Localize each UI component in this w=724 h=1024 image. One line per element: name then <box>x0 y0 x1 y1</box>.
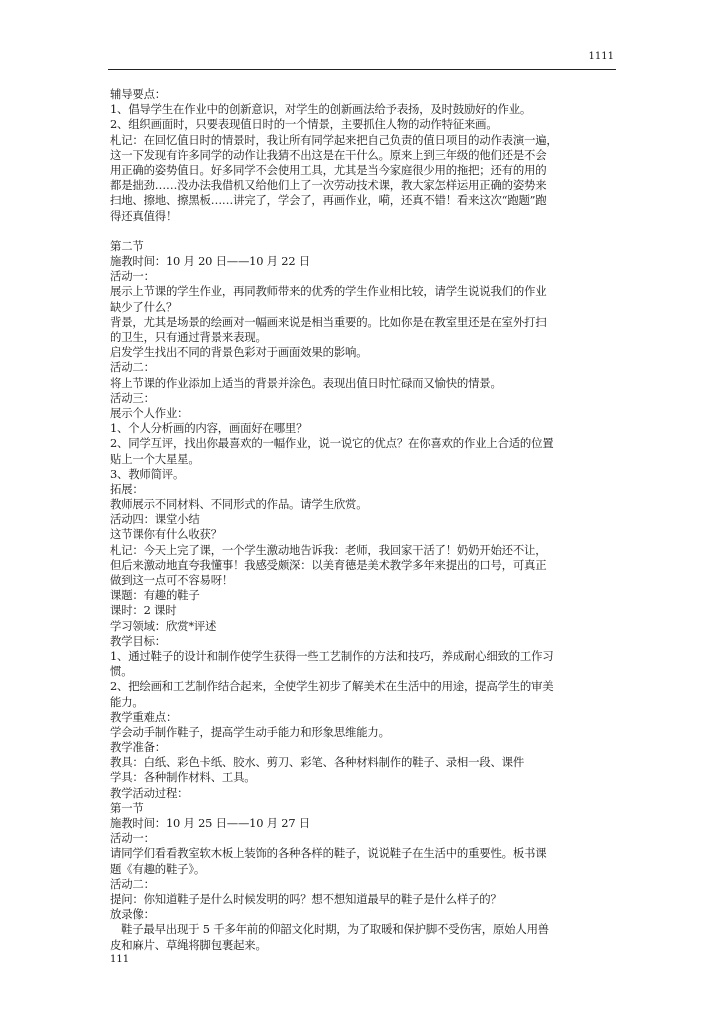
text-line: 展示上节课的学生作业，再同教师带来的优秀的学生作业相比较，请学生说说我们的作业 <box>110 284 547 299</box>
text-line: 都是拙劲……没办法我借机又给他们上了一次劳动技术课，教大家怎样运用正确的姿势来 <box>110 178 547 193</box>
text-line: 鞋子最早出现于 5 千多年前的仰韶文化时期，为了取暖和保护脚不受伤害，原始人用兽 <box>121 922 549 937</box>
text-line: 惯。 <box>110 664 133 679</box>
text-line: 学具：各种制作材料、工具。 <box>110 770 256 785</box>
text-line: 教学重难点： <box>110 709 178 724</box>
footer-page-number: 111 <box>110 954 130 965</box>
text-line: 学会动手制作鞋子，提高学生动手能力和形象思维能力。 <box>110 724 390 739</box>
text-line: 提问：你知道鞋子是什么时候发明的吗？想不想知道最早的鞋子是什么样子的？ <box>110 891 502 906</box>
text-line: 放录像： <box>110 907 155 922</box>
text-line: 用正确的姿势值日。好多同学不会使用工具，尤其是当今家庭很少用的拖把；还有的用的 <box>110 162 547 177</box>
text-line: 辅导要点： <box>110 87 166 101</box>
text-line: 贴上一个大星星。 <box>110 451 200 466</box>
text-line: 活动一： <box>110 269 155 284</box>
text-line: 2、组织画面时，只要表现值日时的一个情景，主要抓住人物的动作特征来画。 <box>110 117 498 132</box>
text-line: 请同学们看看教室软木板上装饰的各种各样的鞋子，说说鞋子在生活中的重要性。板书课 <box>110 846 547 861</box>
text-line: 拓展： <box>110 481 144 496</box>
text-line: 将上节课的作业添加上适当的背景并涂色。表现出值日时忙碌而又愉快的情景。 <box>110 375 502 390</box>
text-line: 札记：在回忆值日时的情景时，我让所有同学起来把自己负责的值日项目的动作表演一遍， <box>110 132 558 147</box>
text-line: 能力。 <box>110 694 144 709</box>
text-line: 缺少了什么？ <box>110 299 178 314</box>
text-line: 札记：今天上完了课，一个学生激动地告诉我：老师，我回家干活了！奶奶开始还不让， <box>110 542 547 557</box>
text-line: 活动四：课堂小结 <box>110 512 200 527</box>
text-line: 的卫生，只有通过背景来表现。 <box>110 330 267 344</box>
text-line: 教学目标： <box>110 633 166 648</box>
text-line: 活动二： <box>110 360 155 375</box>
text-line: 这节课你有什么收获？ <box>110 527 222 542</box>
text-line: 题《有趣的鞋子》。 <box>110 861 206 876</box>
text-line: 这一下发现有许多同学的动作让我猜不出这是在干什么。原来上到三年级的他们还是不会 <box>110 147 547 162</box>
text-line: 启发学生找出不同的背景色彩对于画面效果的影响。 <box>110 345 368 360</box>
text-line: 课时：2 课时 <box>110 603 177 618</box>
text-line: 2、把绘画和工艺制作结合起来，全使学生初步了解美术在生活中的用途，提高学生的审美 <box>110 679 554 694</box>
text-line: 背景，尤其是场景的绘画对一幅画来说是相当重要的。比如你是在教室里还是在室外打扫 <box>110 314 547 329</box>
text-line: 活动二： <box>110 876 155 891</box>
text-line: 但后来激动地直夸我懂事！我感受颇深：以美育德是美术教学多年来提出的口号，可真正 <box>110 557 547 572</box>
text-line: 做到这一点可不容易呀！ <box>110 573 234 587</box>
text-line: 得还真值得！ <box>110 208 178 223</box>
text-line: 扫地、擦地、擦黑板……讲完了，学会了，再画作业，嗬，还真不错！看来这次“跑题”跑 <box>110 193 547 208</box>
text-line: 施教时间：10 月 20 日——10 月 22 日 <box>110 254 310 269</box>
text-line: 施教时间：10 月 25 日——10 月 27 日 <box>110 816 310 830</box>
text-line: 学习领域：欣赏*评述 <box>110 618 217 633</box>
text-line: 2、同学互评，找出你最喜欢的一幅作业，说一说它的优点？在你喜欢的作业上合适的位置 <box>110 436 554 451</box>
text-line: 1、通过鞋子的设计和制作使学生获得一些工艺制作的方法和技巧，养成耐心细致的工作习 <box>110 648 554 663</box>
text-line: 活动一： <box>110 831 155 846</box>
text-line: 课题：有趣的鞋子 <box>110 588 200 603</box>
text-line: 教具：白纸、彩色卡纸、胶水、剪刀、彩笔、各种材料制作的鞋子、录相一段、课件 <box>110 755 525 770</box>
document-body <box>110 87 616 953</box>
header-page-number: 1111 <box>588 51 614 62</box>
blank-line <box>110 224 616 239</box>
text-line: 教学准备： <box>110 740 166 755</box>
text-line: 教学活动过程： <box>110 785 189 800</box>
text-line: 1、倡导学生在作业中的创新意识，对学生的创新画法给予表扬，及时鼓励好的作业。 <box>110 102 532 117</box>
text-line: 皮和麻片、草绳将脚包裹起来。 <box>110 937 267 952</box>
text-line: 活动三： <box>110 390 155 405</box>
text-line: 第一节 <box>110 800 144 815</box>
text-line: 展示个人作业： <box>110 405 189 420</box>
text-line: 教师展示不同材料、不同形式的作品。请学生欣赏。 <box>110 497 368 512</box>
text-line: 3、教师简评。 <box>110 466 185 481</box>
text-line: 1、个人分析画的内容，画面好在哪里？ <box>110 421 308 436</box>
text-line: 第二节 <box>110 238 144 253</box>
header-divider <box>108 69 616 70</box>
